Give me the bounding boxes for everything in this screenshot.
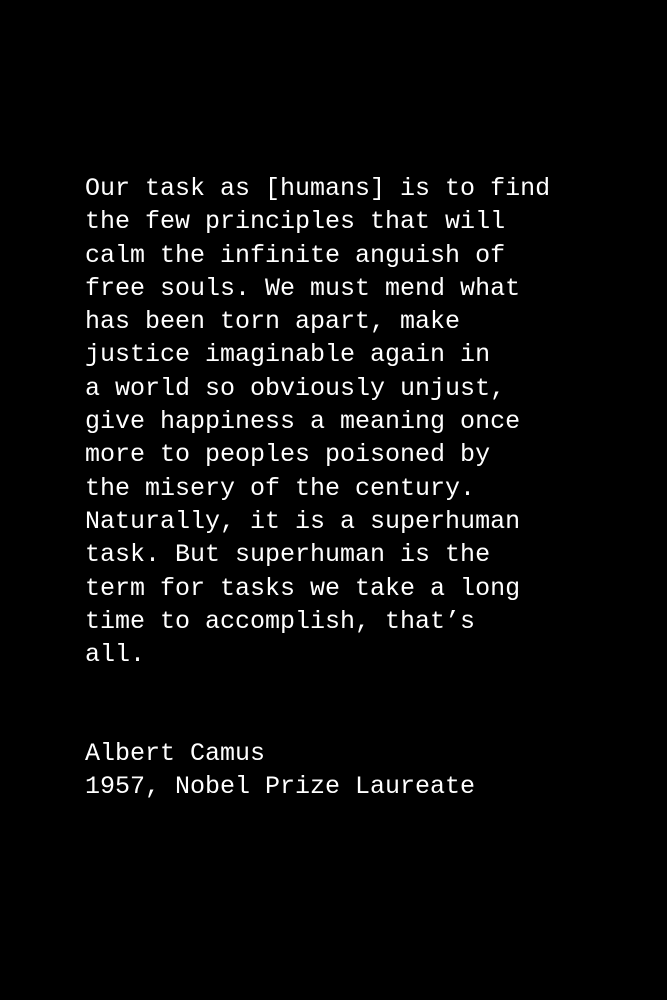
quote-line: free souls. We must mend what xyxy=(85,273,521,303)
quote-line: the misery of the century. xyxy=(85,473,476,503)
quote-line: time to accomplish, that’s xyxy=(85,606,476,636)
quote-line: calm the infinite anguish of xyxy=(85,240,506,270)
quote-line: all. xyxy=(85,640,146,670)
author-name: Albert Camus xyxy=(85,739,266,768)
author-detail: 1957, Nobel Prize Laureate xyxy=(85,772,476,802)
attribution xyxy=(85,737,645,804)
quote-line: a world so obviously unjust, xyxy=(85,373,506,403)
quote-line: the few principles that will xyxy=(85,207,506,237)
quote-line: give happiness a meaning once xyxy=(85,407,521,437)
quote-line: has been torn apart, make xyxy=(85,307,461,337)
quote-line: task. But superhuman is the xyxy=(85,540,491,570)
quote-line: justice imaginable again in xyxy=(85,340,491,370)
quote-line: Our task as [humans] is to find xyxy=(85,174,551,203)
quote-line: more to peoples poisoned by xyxy=(85,440,491,470)
quote-line: term for tasks we take a long xyxy=(85,573,521,603)
quote-line: Naturally, it is a superhuman xyxy=(85,506,521,536)
quote-text xyxy=(85,172,645,671)
